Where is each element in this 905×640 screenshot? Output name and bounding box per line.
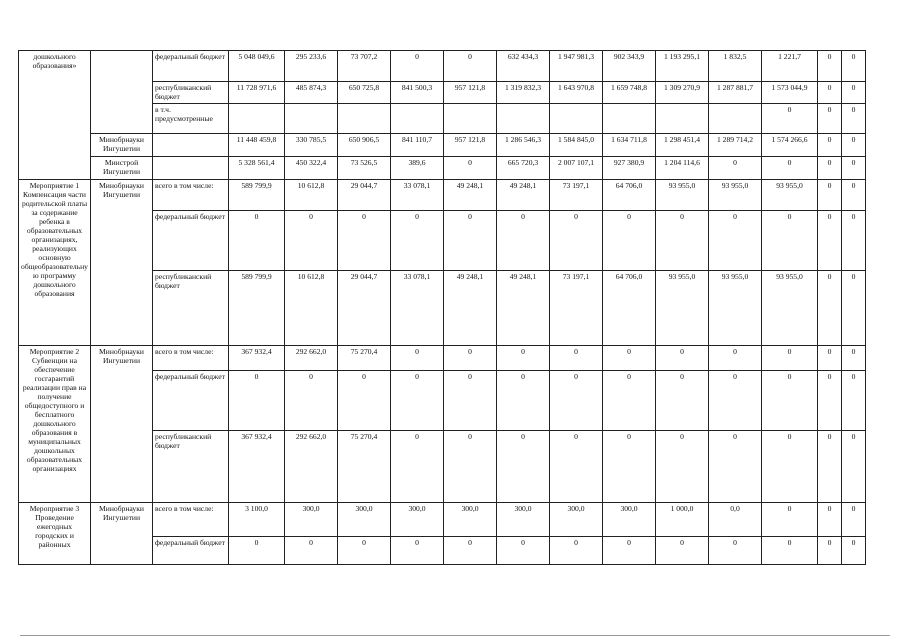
- amount-cell: 0: [550, 346, 603, 371]
- amount-cell: 0: [497, 211, 550, 271]
- amount-cell: 0: [550, 371, 603, 431]
- amount-cell: 0: [818, 82, 842, 104]
- amount-cell: 0: [762, 503, 818, 537]
- measure-name-cell: Мероприятие 2 Субвенции на обеспечение госгарантий реализации прав на получение общедоступного и бесплатного дошкольного образования в муниципальных дошкольных образовательных организациях: [19, 346, 91, 503]
- amount-cell: 0: [497, 537, 550, 565]
- amount-cell: 0: [762, 537, 818, 565]
- amount-cell: 0: [656, 537, 709, 565]
- amount-cell: 927 380,9: [603, 157, 656, 180]
- amount-cell: 650 725,8: [338, 82, 391, 104]
- amount-cell: 75 270,4: [338, 346, 391, 371]
- amount-cell: 0: [818, 371, 842, 431]
- amount-cell: 0: [842, 104, 866, 134]
- amount-cell: 0: [338, 371, 391, 431]
- amount-cell: 1 319 832,3: [497, 82, 550, 104]
- budget-table: [18, 50, 866, 565]
- amount-cell: 0: [709, 157, 762, 180]
- amount-cell: 1 204 114,6: [656, 157, 709, 180]
- amount-cell: 0: [285, 537, 338, 565]
- amount-cell: 0: [709, 537, 762, 565]
- amount-cell: 0: [391, 371, 444, 431]
- amount-cell: 650 906,5: [338, 134, 391, 157]
- amount-cell: 64 706,0: [603, 180, 656, 211]
- amount-cell: 49 248,1: [444, 271, 497, 346]
- amount-cell: 10 612,8: [285, 271, 338, 346]
- executor-cell: Минстрой Ингушетии: [91, 157, 153, 180]
- amount-cell: 0: [656, 371, 709, 431]
- amount-cell: [709, 104, 762, 134]
- amount-cell: 0: [709, 346, 762, 371]
- amount-cell: 300,0: [391, 503, 444, 537]
- amount-cell: 0: [818, 180, 842, 211]
- amount-cell: 0: [391, 211, 444, 271]
- amount-cell: 0: [842, 431, 866, 503]
- amount-cell: 0: [842, 271, 866, 346]
- amount-cell: 0: [444, 371, 497, 431]
- amount-cell: 93 955,0: [762, 180, 818, 211]
- amount-cell: 300,0: [285, 503, 338, 537]
- funding-source-cell: республиканский бюджет: [153, 271, 229, 346]
- amount-cell: 1 659 748,8: [603, 82, 656, 104]
- amount-cell: 0: [229, 371, 285, 431]
- amount-cell: 389,6: [391, 157, 444, 180]
- funding-source-cell: всего в том числе:: [153, 346, 229, 371]
- amount-cell: 1 298 451,4: [656, 134, 709, 157]
- amount-cell: 300,0: [444, 503, 497, 537]
- amount-cell: 10 612,8: [285, 180, 338, 211]
- amount-cell: 0: [762, 346, 818, 371]
- amount-cell: 1 287 881,7: [709, 82, 762, 104]
- amount-cell: 0: [842, 180, 866, 211]
- amount-cell: 589 799,9: [229, 180, 285, 211]
- amount-cell: 29 044,7: [338, 271, 391, 346]
- amount-cell: 0: [842, 371, 866, 431]
- amount-cell: 292 662,0: [285, 346, 338, 371]
- amount-cell: 0: [842, 503, 866, 537]
- table-row: [19, 157, 866, 180]
- amount-cell: 957 121,8: [444, 134, 497, 157]
- amount-cell: [603, 104, 656, 134]
- amount-cell: 1 221,7: [762, 51, 818, 82]
- amount-cell: 0: [229, 211, 285, 271]
- amount-cell: 0: [842, 157, 866, 180]
- amount-cell: 292 662,0: [285, 431, 338, 503]
- amount-cell: 1 574 266,6: [762, 134, 818, 157]
- amount-cell: 0: [444, 346, 497, 371]
- amount-cell: 957 121,8: [444, 82, 497, 104]
- amount-cell: 0: [444, 211, 497, 271]
- amount-cell: 0: [762, 431, 818, 503]
- amount-cell: 0: [603, 371, 656, 431]
- amount-cell: 49 248,1: [497, 180, 550, 211]
- amount-cell: 3 100,0: [229, 503, 285, 537]
- amount-cell: 0: [497, 371, 550, 431]
- funding-source-cell: [153, 157, 229, 180]
- amount-cell: 0: [603, 431, 656, 503]
- scan-edge-line: [20, 635, 890, 636]
- funding-source-cell: республиканский бюджет: [153, 431, 229, 503]
- amount-cell: [550, 104, 603, 134]
- amount-cell: 0: [656, 431, 709, 503]
- measure-name-cell: Мероприятие 3 Проведение ежегодных городских и районных: [19, 503, 91, 565]
- amount-cell: 0: [391, 51, 444, 82]
- amount-cell: 49 248,1: [497, 271, 550, 346]
- amount-cell: 0: [762, 371, 818, 431]
- amount-cell: 0: [391, 537, 444, 565]
- amount-cell: 93 955,0: [762, 271, 818, 346]
- table-row: [19, 134, 866, 157]
- amount-cell: 0: [842, 211, 866, 271]
- amount-cell: 2 007 107,1: [550, 157, 603, 180]
- amount-cell: 0: [818, 431, 842, 503]
- amount-cell: 300,0: [550, 503, 603, 537]
- amount-cell: [656, 104, 709, 134]
- amount-cell: 0: [444, 51, 497, 82]
- amount-cell: 0: [818, 346, 842, 371]
- table-row: [19, 503, 866, 537]
- amount-cell: 300,0: [497, 503, 550, 537]
- amount-cell: 11 728 971,6: [229, 82, 285, 104]
- amount-cell: 93 955,0: [709, 180, 762, 211]
- amount-cell: 300,0: [338, 503, 391, 537]
- amount-cell: 11 448 459,8: [229, 134, 285, 157]
- amount-cell: 0: [818, 157, 842, 180]
- funding-source-cell: федеральный бюджет: [153, 211, 229, 271]
- amount-cell: [444, 104, 497, 134]
- funding-source-cell: федеральный бюджет: [153, 537, 229, 565]
- amount-cell: 64 706,0: [603, 271, 656, 346]
- amount-cell: 1 634 711,8: [603, 134, 656, 157]
- amount-cell: 0: [818, 51, 842, 82]
- amount-cell: 0: [709, 431, 762, 503]
- amount-cell: 0: [550, 431, 603, 503]
- amount-cell: 1 573 044,9: [762, 82, 818, 104]
- amount-cell: 0: [550, 211, 603, 271]
- amount-cell: 1 584 845,0: [550, 134, 603, 157]
- amount-cell: 0: [818, 271, 842, 346]
- amount-cell: 33 078,1: [391, 271, 444, 346]
- amount-cell: 1 193 295,1: [656, 51, 709, 82]
- amount-cell: 367 932,4: [229, 431, 285, 503]
- funding-source-cell: всего в том числе:: [153, 180, 229, 211]
- table-row: [19, 51, 866, 82]
- executor-cell: Минобрнауки Ингушетии: [91, 503, 153, 565]
- table-row: [19, 346, 866, 371]
- amount-cell: 485 874,3: [285, 82, 338, 104]
- amount-cell: 589 799,9: [229, 271, 285, 346]
- amount-cell: 1 309 270,9: [656, 82, 709, 104]
- amount-cell: 0: [603, 346, 656, 371]
- amount-cell: 5 328 561,4: [229, 157, 285, 180]
- amount-cell: 0: [842, 82, 866, 104]
- amount-cell: 0: [285, 211, 338, 271]
- amount-cell: 73 526,5: [338, 157, 391, 180]
- amount-cell: 841 500,3: [391, 82, 444, 104]
- amount-cell: 0: [842, 346, 866, 371]
- amount-cell: 0: [842, 134, 866, 157]
- amount-cell: 93 955,0: [709, 271, 762, 346]
- measure-name-cell: дошкольного образования»: [19, 51, 91, 180]
- amount-cell: 1 832,5: [709, 51, 762, 82]
- amount-cell: 0: [818, 503, 842, 537]
- funding-source-cell: всего в том числе:: [153, 503, 229, 537]
- amount-cell: 1 289 714,2: [709, 134, 762, 157]
- amount-cell: 0: [842, 51, 866, 82]
- amount-cell: 0: [444, 431, 497, 503]
- table-row: [19, 180, 866, 211]
- funding-source-cell: в т.ч. предусмотренные: [153, 104, 229, 134]
- funding-source-cell: республиканский бюджет: [153, 82, 229, 104]
- amount-cell: 49 248,1: [444, 180, 497, 211]
- funding-source-cell: федеральный бюджет: [153, 371, 229, 431]
- amount-cell: 632 434,3: [497, 51, 550, 82]
- amount-cell: 5 048 049,6: [229, 51, 285, 82]
- funding-source-cell: федеральный бюджет: [153, 51, 229, 82]
- amount-cell: 0: [762, 157, 818, 180]
- amount-cell: 0,0: [709, 503, 762, 537]
- amount-cell: 0: [818, 134, 842, 157]
- amount-cell: 0: [603, 211, 656, 271]
- amount-cell: 73 197,1: [550, 180, 603, 211]
- amount-cell: 0: [818, 537, 842, 565]
- amount-cell: [391, 104, 444, 134]
- amount-cell: [338, 104, 391, 134]
- amount-cell: 1 643 970,8: [550, 82, 603, 104]
- amount-cell: 29 044,7: [338, 180, 391, 211]
- amount-cell: 0: [285, 371, 338, 431]
- amount-cell: 0: [818, 104, 842, 134]
- table-body: [19, 51, 866, 565]
- amount-cell: 0: [338, 211, 391, 271]
- amount-cell: 0: [497, 346, 550, 371]
- amount-cell: 367 932,4: [229, 346, 285, 371]
- amount-cell: 93 955,0: [656, 271, 709, 346]
- amount-cell: 841 110,7: [391, 134, 444, 157]
- amount-cell: 0: [709, 371, 762, 431]
- amount-cell: 0: [656, 346, 709, 371]
- amount-cell: 0: [444, 537, 497, 565]
- amount-cell: 0: [603, 537, 656, 565]
- amount-cell: [229, 104, 285, 134]
- amount-cell: [497, 104, 550, 134]
- amount-cell: 450 322,4: [285, 157, 338, 180]
- amount-cell: 665 720,3: [497, 157, 550, 180]
- executor-cell: Минобрнауки Ингушетии: [91, 346, 153, 503]
- funding-source-cell: [153, 134, 229, 157]
- executor-cell: [91, 51, 153, 134]
- amount-cell: 1 947 981,3: [550, 51, 603, 82]
- amount-cell: 0: [762, 211, 818, 271]
- amount-cell: 93 955,0: [656, 180, 709, 211]
- amount-cell: 33 078,1: [391, 180, 444, 211]
- amount-cell: 902 343,9: [603, 51, 656, 82]
- amount-cell: [285, 104, 338, 134]
- executor-cell: Минобрнауки Ингушетии: [91, 180, 153, 346]
- measure-name-cell: Мероприятие 1 Компенсация части родительской платы за содержание ребенка в образовательных организациях, реализующих основную общеобразовательную программу дошкольного образования: [19, 180, 91, 346]
- amount-cell: 300,0: [603, 503, 656, 537]
- amount-cell: 0: [842, 537, 866, 565]
- amount-cell: 73 197,1: [550, 271, 603, 346]
- amount-cell: 73 707,2: [338, 51, 391, 82]
- amount-cell: 0: [229, 537, 285, 565]
- amount-cell: 330 785,5: [285, 134, 338, 157]
- amount-cell: 0: [818, 211, 842, 271]
- amount-cell: 75 270,4: [338, 431, 391, 503]
- amount-cell: 1 286 546,3: [497, 134, 550, 157]
- amount-cell: 0: [656, 211, 709, 271]
- amount-cell: 0: [338, 537, 391, 565]
- amount-cell: 0: [391, 346, 444, 371]
- amount-cell: 0: [497, 431, 550, 503]
- amount-cell: 0: [391, 431, 444, 503]
- amount-cell: 295 233,6: [285, 51, 338, 82]
- amount-cell: 0: [709, 211, 762, 271]
- amount-cell: 0: [444, 157, 497, 180]
- amount-cell: 0: [550, 537, 603, 565]
- executor-cell: Минобрнауки Ингушетии: [91, 134, 153, 157]
- amount-cell: 1 000,0: [656, 503, 709, 537]
- amount-cell: 0: [762, 104, 818, 134]
